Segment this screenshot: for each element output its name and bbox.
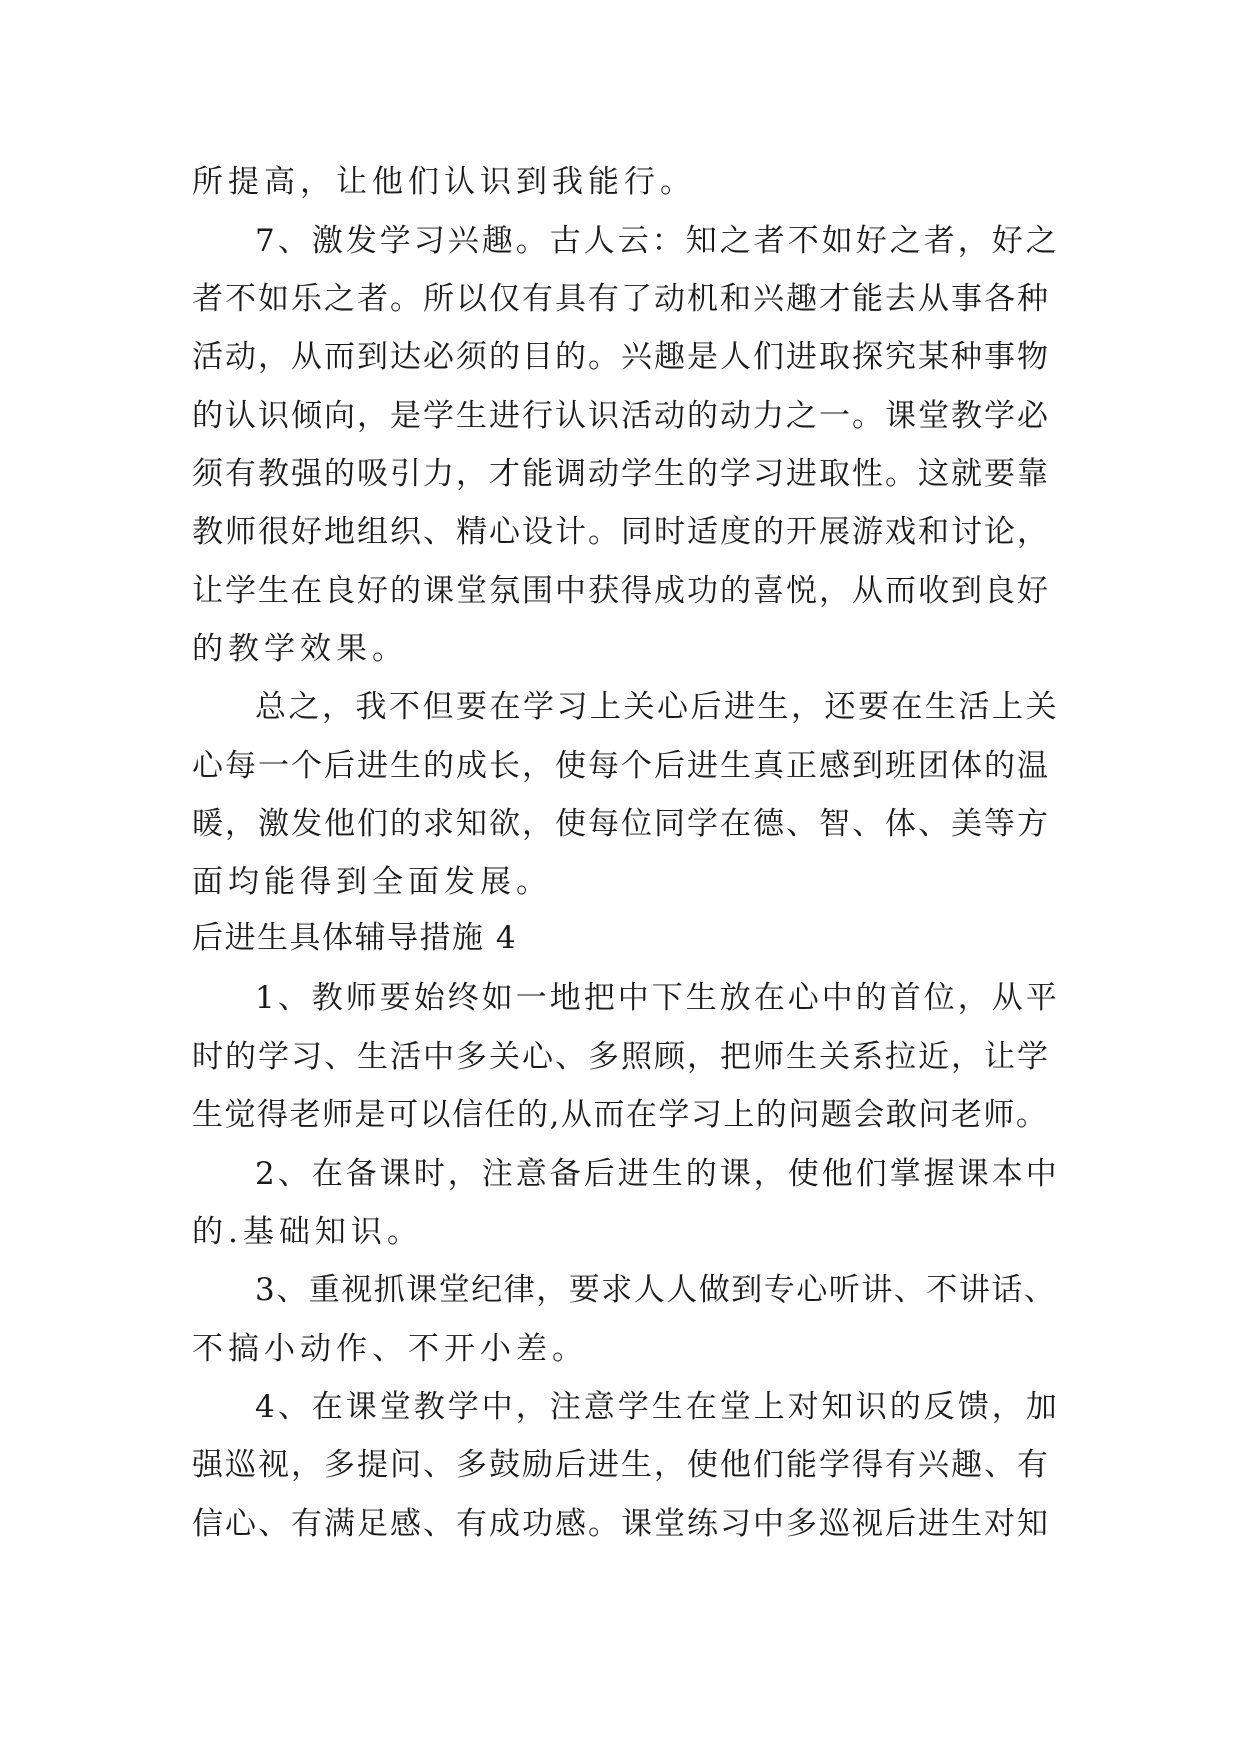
text-line: 者不如乐之者。所以仅有具有了动机和兴趣才能去从事各种: [192, 281, 1050, 317]
text-line: 的.基础知识。: [192, 1214, 423, 1250]
text-line: 不搞小动作、不开小差。: [192, 1331, 588, 1367]
paragraph-first-line: 4、在课堂教学中，注意学生在堂上对知识的反馈，加: [255, 1389, 1060, 1425]
paragraph-first-line: 1、教师要始终如一地把中下生放在心中的首位，从平: [255, 980, 1060, 1016]
text-line: 让学生在良好的课堂氛围中获得成功的喜悦，从而收到良好: [192, 573, 1050, 609]
text-line: 信心、有满足感、有成功感。课堂练习中多巡视后进生对知: [192, 1506, 1050, 1542]
paragraph-first-line: 2、在备课时，注意备后进生的课，使他们掌握课本中: [255, 1156, 1060, 1192]
text-line: 面均能得到全面发展。: [192, 864, 552, 900]
text-line: 的认识倾向，是学生进行认识活动的动力之一。课堂教学必: [192, 398, 1050, 434]
text-line: 生觉得老师是可以信任的,从而在学习上的问题会敢问老师。: [192, 1097, 1049, 1133]
text-line: 须有教强的吸引力，才能调动学生的学习进取性。这就要靠: [192, 456, 1050, 492]
text-line: 所提高，让他们认识到我能行。: [192, 164, 696, 200]
text-line: 心每一个后进生的成长，使每个后进生真正感到班团体的温: [192, 748, 1050, 784]
text-line: 时的学习、生活中多关心、多照顾，把师生关系拉近，让学: [192, 1039, 1050, 1075]
text-line: 强巡视，多提问、多鼓励后进生，使他们能学得有兴趣、有: [192, 1447, 1050, 1483]
text-line: 的教学效果。: [192, 631, 408, 667]
paragraph-first-line: 7、激发学习兴趣。古人云：知之者不如好之者，好之: [255, 223, 1060, 259]
paragraph-first-line: 总之，我不但要在学习上关心后进生，还要在生活上关: [255, 689, 1059, 725]
text-line: 教师很好地组织、精心设计。同时适度的开展游戏和讨论，: [192, 514, 1050, 550]
section-heading: 后进生具体辅导措施 4: [192, 920, 518, 956]
text-line: 活动，从而到达必须的目的。兴趣是人们进取探究某种事物: [192, 339, 1050, 375]
text-line: 暖，激发他们的求知欲，使每位同学在德、智、体、美等方: [192, 806, 1050, 842]
paragraph-first-line: 3、重视抓课堂纪律，要求人人做到专心听讲、不讲话、: [255, 1272, 1057, 1308]
